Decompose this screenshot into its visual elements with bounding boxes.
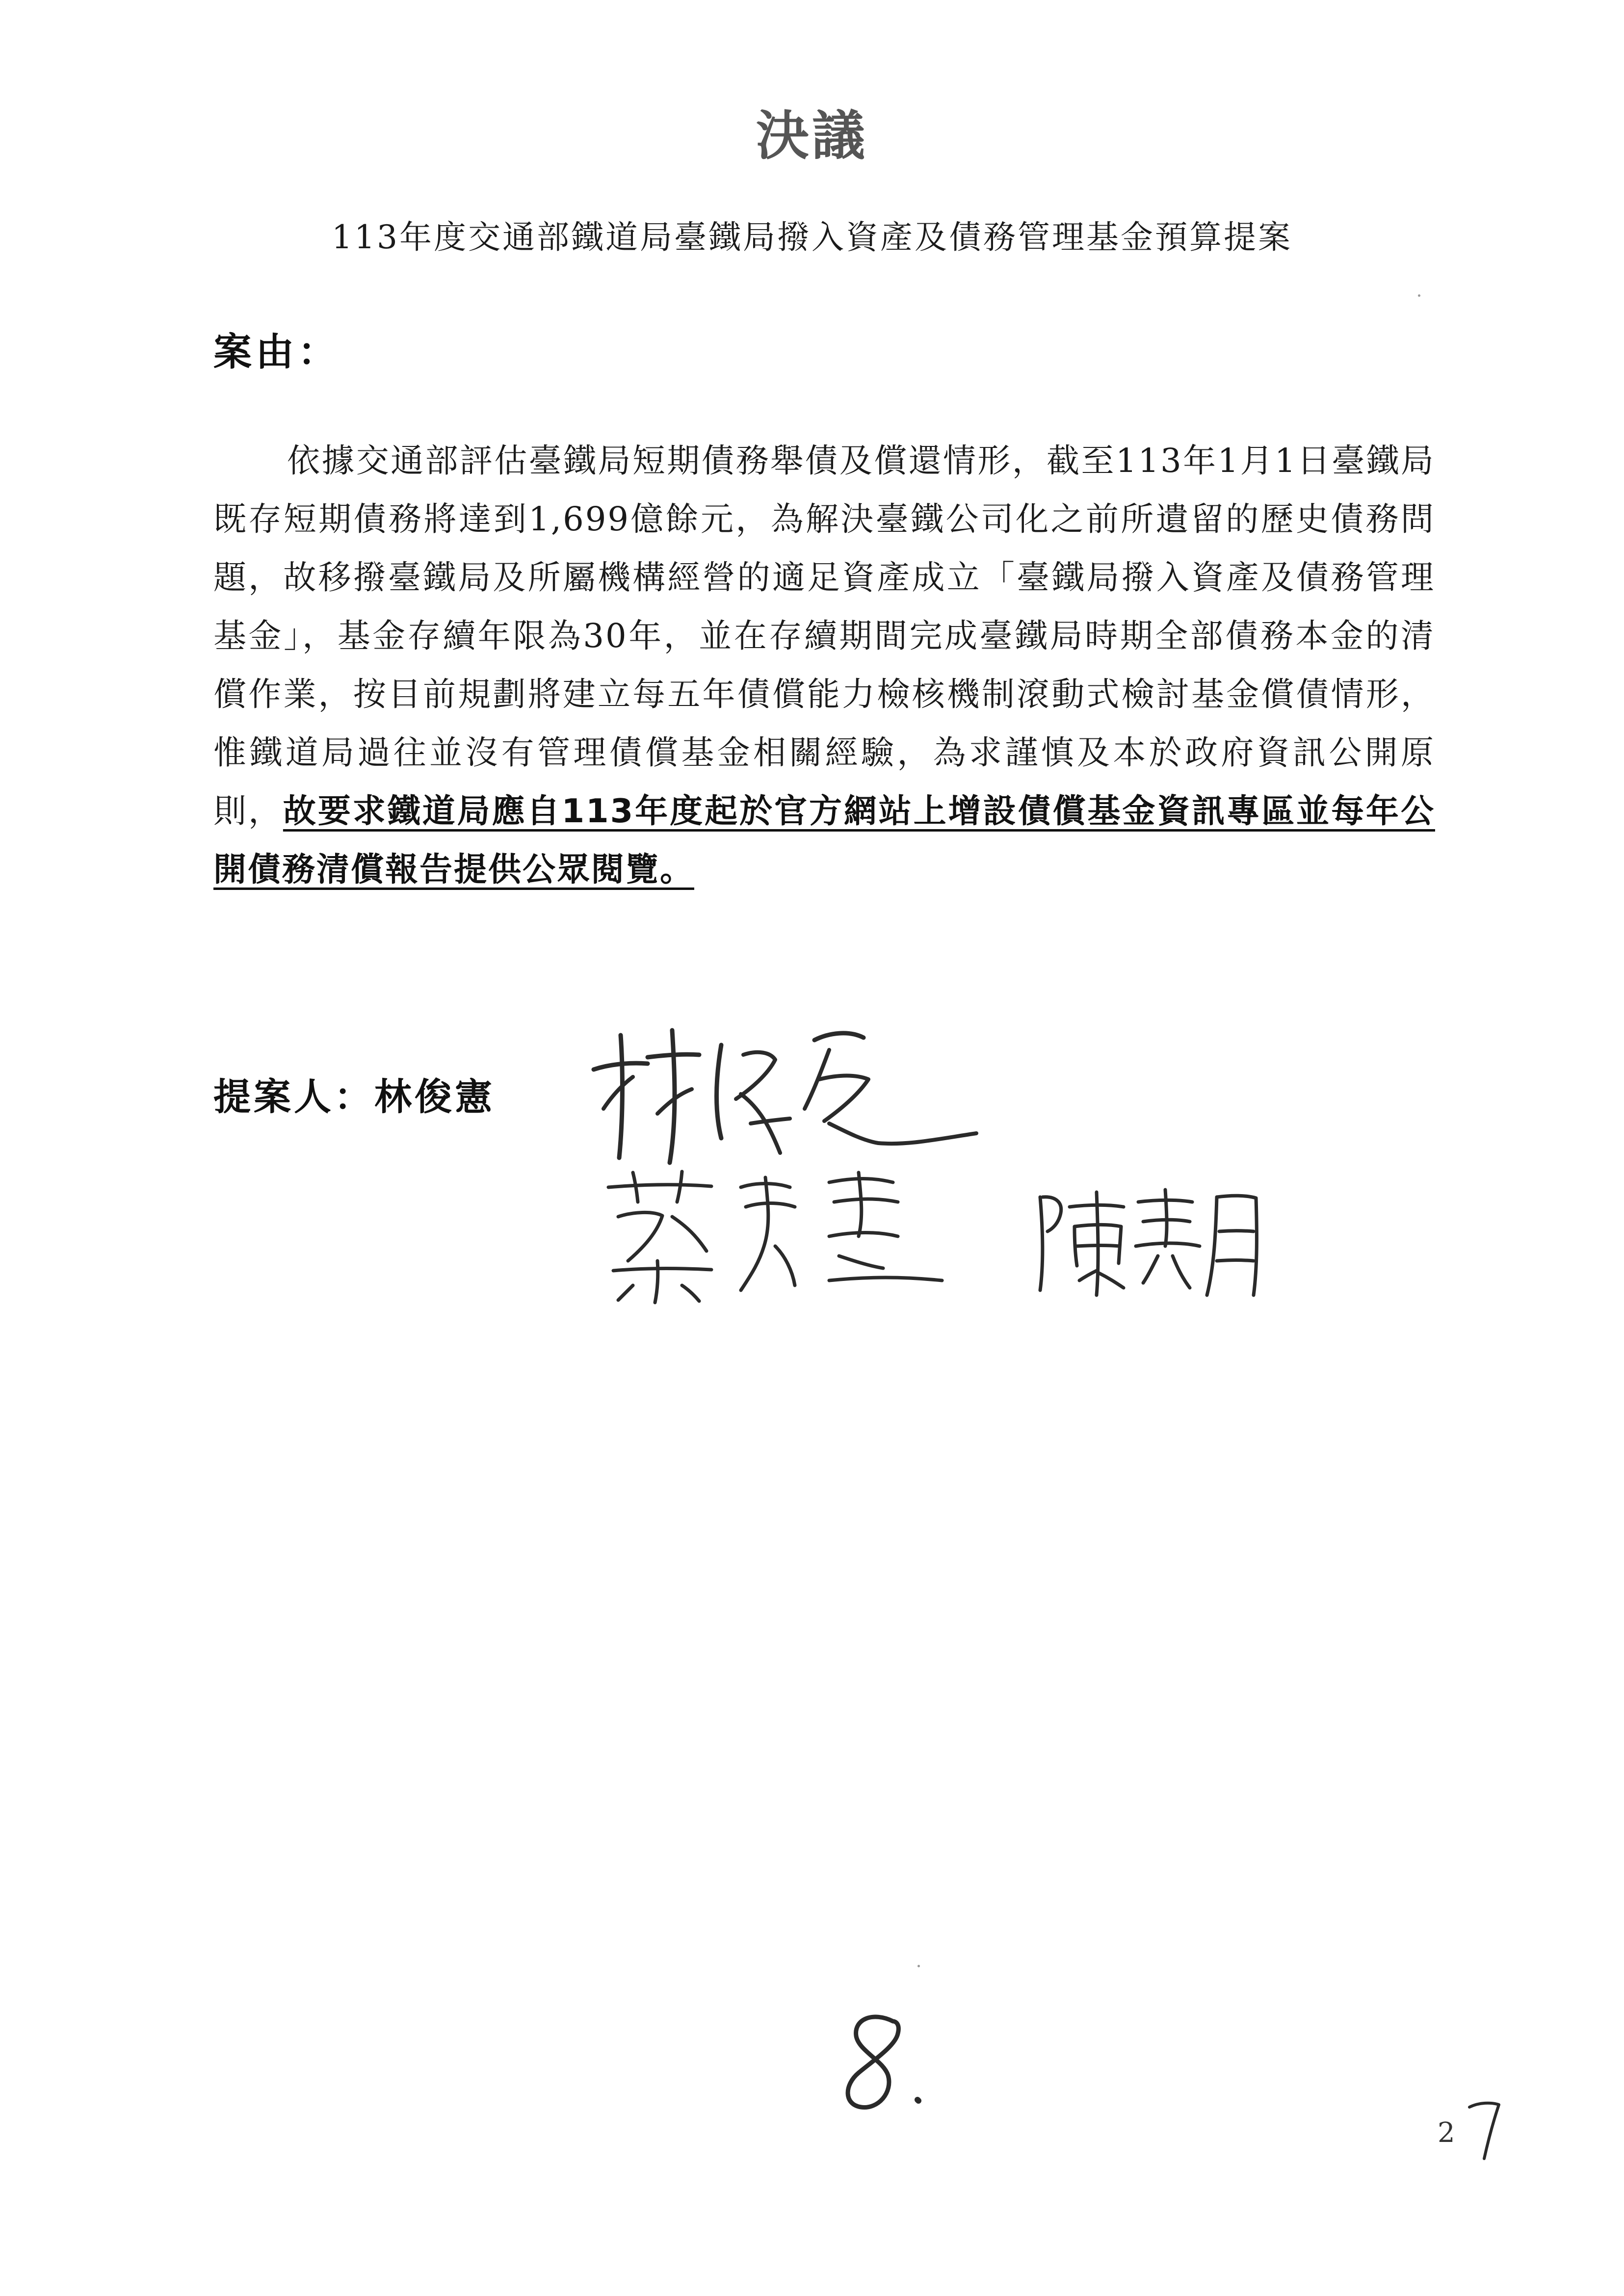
section-label-reason: 案由： [213,330,341,374]
signature-tsai [599,1163,1030,1310]
body-emphasis-text: 故要求鐵道局應自113年度起於官方網站上增設債償基金資訊專區並每年公開債務清償報告提供公眾閱覽。 [213,792,1435,888]
proposal-body [213,432,1435,899]
handwritten-item-number [834,2007,932,2124]
scan-speck [1418,294,1420,297]
page-number-handwritten [1465,2095,1504,2164]
signature-lin [574,1011,1006,1173]
signature-chen [1030,1177,1276,1305]
body-plain-text: 依據交通部評估臺鐵局短期債務舉債及償還情形，截至113年1月1日臺鐵局既存短期債務將達到1,699億餘元，為解決臺鐵公司化之前所遺留的歷史債務問題，故移撥臺鐵局及所屬機構經營的適足資產成立「臺鐵局撥入資產及債務管理基金」，基金存續年限為30年，並在存續期間完成臺鐵局時期全部債務本金的清償作業，按目前規劃將建立每五年債償能力檢核機制滾動式檢討基金償債情形，惟鐵道局過往並沒有管理債償基金相關經驗，為求謹慎及本於政府資訊公開原則， [213,442,1435,830]
scan-speck [917,1965,920,1967]
document-heading: 決議 [756,105,868,167]
page-number-printed: 2 [1438,2117,1455,2149]
proposal-title: 113年度交通部鐵道局臺鐵局撥入資產及債務管理基金預算提案 [332,218,1292,256]
proposer-line: 提案人：林俊憲 [213,1075,495,1119]
